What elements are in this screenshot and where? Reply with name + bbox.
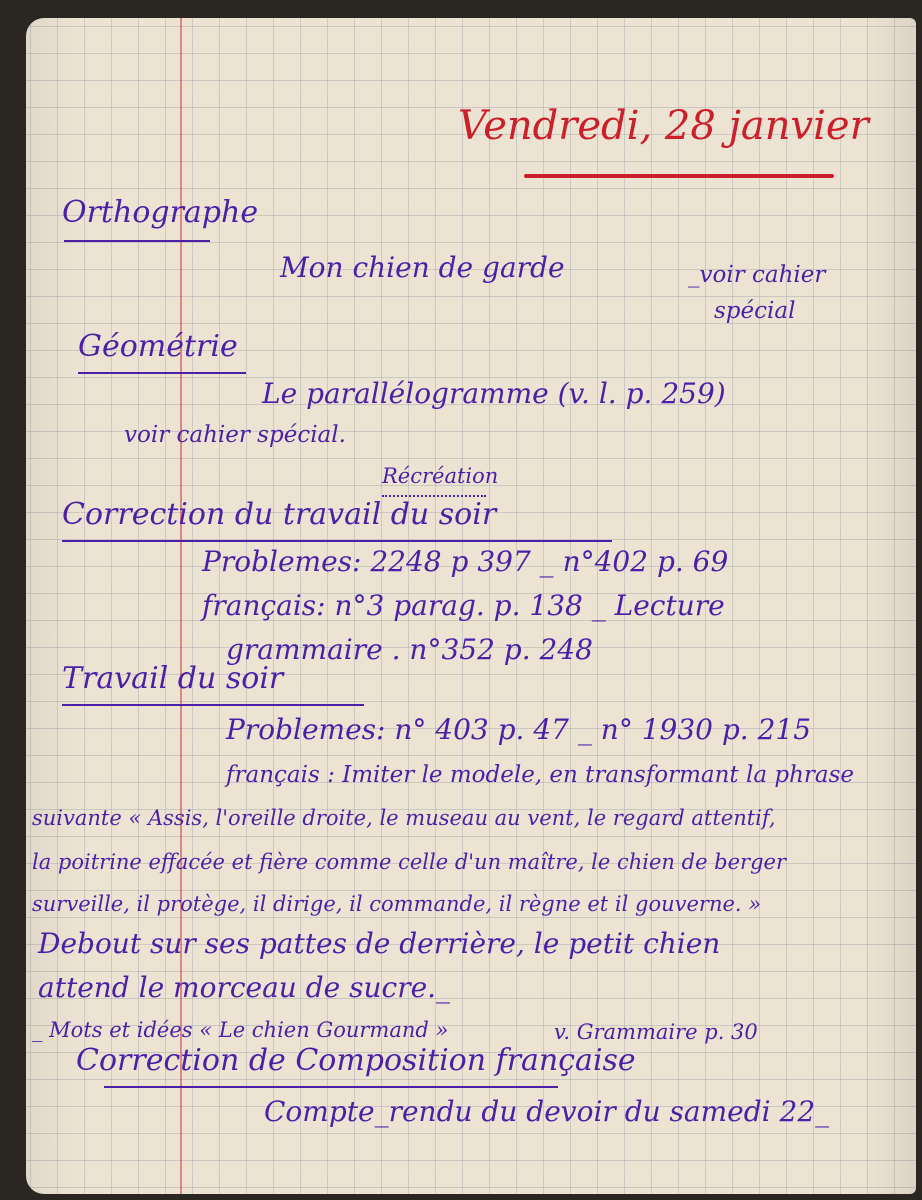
section-orthographe: Orthographe <box>62 195 259 230</box>
phrase-line-4: Debout sur ses pattes de derrière, le petit chien <box>38 927 721 960</box>
notebook-page <box>26 18 916 1194</box>
recreation-label: Récréation <box>382 464 499 488</box>
phrase-line-2: la poitrine effacée et fière comme celle d'un maître, le chien de berger <box>32 850 786 874</box>
grammaire-reference: v. Grammaire p. 30 <box>554 1020 758 1044</box>
parallelogramme-line: Le parallélogramme (v. l. p. 259) <box>262 377 726 410</box>
phrase-line-5: attend le morceau de sucre._ <box>38 971 451 1004</box>
correction-travail-underline <box>62 540 612 542</box>
special-note: spécial <box>714 298 796 324</box>
dictee-title: Mon chien de garde <box>280 251 565 284</box>
geometrie-underline <box>78 372 246 374</box>
phrase-line-3: surveille, il protège, il dirige, il commande, il règne et il gouverne. » <box>32 892 762 916</box>
francais-line-2: français : Imiter le modele, en transformant la phrase <box>226 762 855 788</box>
correction-composition-underline <box>104 1086 558 1088</box>
grammaire-line-1: grammaire . n°352 p. 248 <box>226 633 593 666</box>
date-heading: Vendredi, 28 janvier <box>458 103 869 149</box>
compte-rendu-line: Compte_rendu du devoir du samedi 22_ <box>264 1095 830 1128</box>
mots-idees-line: _ Mots et idées « Le chien Gourmand » <box>32 1018 449 1042</box>
date-underline <box>524 174 834 178</box>
voir-cahier-note: _voir cahier <box>688 262 826 288</box>
section-correction-composition: Correction de Composition française <box>76 1043 636 1078</box>
section-geometrie: Géométrie <box>78 329 238 364</box>
problemes-line-1: Problemes: 2248 p 397 _ n°402 p. 69 <box>202 545 729 578</box>
section-travail-soir: Travail du soir <box>62 661 284 696</box>
phrase-line-1: suivante « Assis, l'oreille droite, le museau au vent, le regard attentif, <box>32 806 776 830</box>
section-correction-travail: Correction du travail du soir <box>62 497 497 532</box>
problemes-line-2: Problemes: n° 403 p. 47 _ n° 1930 p. 215 <box>226 713 812 746</box>
voir-cahier-special-line: voir cahier spécial. <box>124 422 346 448</box>
travail-soir-underline <box>62 704 364 706</box>
orthographe-underline <box>64 240 210 242</box>
francais-line-1: français: n°3 parag. p. 138 _ Lecture <box>202 589 725 622</box>
